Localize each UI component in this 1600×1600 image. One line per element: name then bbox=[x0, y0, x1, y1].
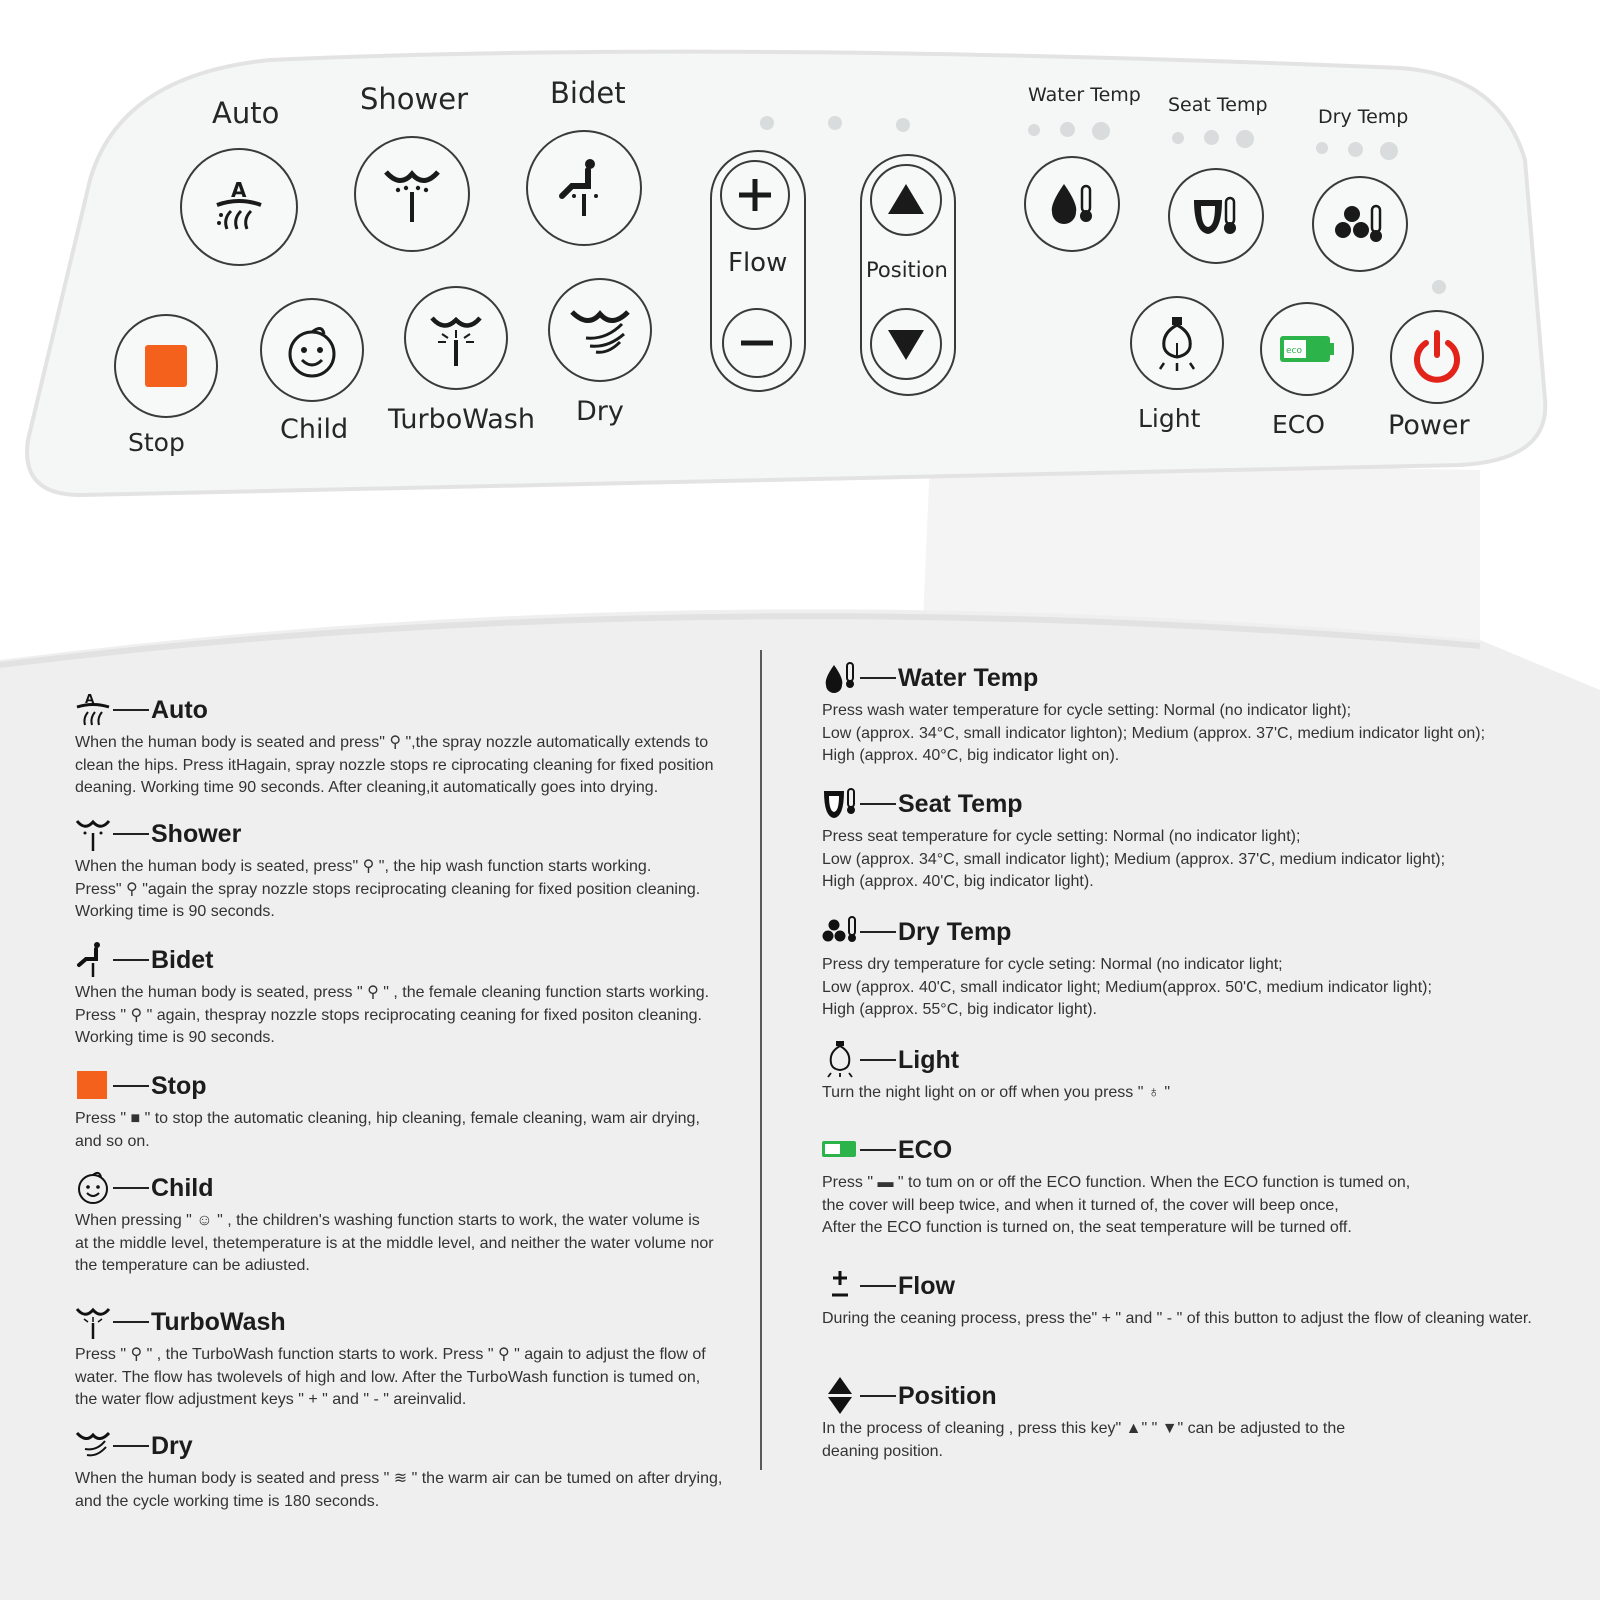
heading-dash bbox=[113, 1085, 149, 1087]
power-button[interactable] bbox=[1390, 310, 1484, 404]
dry-temp-button[interactable] bbox=[1312, 176, 1408, 272]
section-description bbox=[75, 1468, 722, 1513]
turbowash-button[interactable] bbox=[404, 286, 508, 390]
water-temp-label: Water Temp bbox=[1028, 84, 1141, 106]
manual-section-seat-temp bbox=[822, 784, 1445, 894]
section-title: Child bbox=[151, 1173, 214, 1202]
flow-icon bbox=[822, 1268, 858, 1304]
section-description bbox=[822, 1418, 1345, 1463]
bidet-icon bbox=[552, 156, 616, 220]
description-line: water. The flow has twolevels of high and low. After the TurboWash function is tumed on, bbox=[75, 1368, 701, 1386]
child-label: Child bbox=[280, 414, 349, 445]
description-line: Press wash water temperature for cycle setting: Normal (no indicator light); bbox=[822, 702, 1352, 719]
seat-temp-indicator-small bbox=[1172, 132, 1184, 144]
heading-dash bbox=[113, 833, 149, 835]
section-heading bbox=[822, 658, 1485, 698]
section-description bbox=[75, 1108, 700, 1153]
manual-section-light bbox=[822, 1040, 1170, 1105]
child-icon bbox=[282, 320, 342, 380]
description-line: the temperature can be adiusted. bbox=[75, 1257, 310, 1274]
description-line: When the human body is seated, press" ⚲ ", the hip wash function starts working. bbox=[75, 858, 652, 875]
light-icon bbox=[1152, 313, 1202, 373]
plus-icon bbox=[735, 175, 775, 215]
description-line: When the human body is seated and press" ⚲ ",the spray nozzle automatically extends to bbox=[75, 734, 709, 751]
dry-temp-indicator-medium bbox=[1348, 142, 1363, 157]
heading-dash bbox=[113, 959, 149, 961]
seat-temp-icon bbox=[1188, 188, 1244, 244]
stop-icon bbox=[75, 1068, 111, 1104]
light-label: Light bbox=[1138, 404, 1201, 433]
section-description bbox=[75, 1344, 706, 1412]
heading-dash bbox=[860, 1285, 896, 1287]
description-line: Working time is 90 seconds. bbox=[75, 1029, 275, 1046]
section-title: ECO bbox=[898, 1135, 953, 1164]
section-title: Flow bbox=[898, 1271, 955, 1300]
light-button[interactable] bbox=[1130, 296, 1224, 390]
section-title: Light bbox=[898, 1045, 960, 1074]
section-title: Stop bbox=[151, 1071, 207, 1100]
control-panel bbox=[20, 40, 1580, 510]
section-description bbox=[822, 826, 1445, 894]
dry-temp-indicator-big bbox=[1380, 142, 1398, 160]
description-line: deaning position. bbox=[822, 1442, 943, 1460]
section-heading bbox=[822, 1266, 1532, 1306]
manual-section-auto bbox=[75, 690, 714, 800]
auto-icon bbox=[207, 175, 271, 239]
section-description bbox=[75, 982, 709, 1050]
section-heading bbox=[75, 814, 700, 854]
section-heading bbox=[822, 1376, 1345, 1416]
description-line: When the human body is seated, press " ⚲ " , the female cleaning function starts working. bbox=[75, 984, 710, 1001]
child-icon bbox=[75, 1170, 111, 1206]
description-line: During the ceaning process, press the" + " and " - " of this button to adjust the flow of cleaning water. bbox=[822, 1310, 1532, 1327]
description-line: Low (approx. 34°C, small indicator lighton); Medium (approx. 37'C, medium indicator light on); bbox=[822, 724, 1486, 742]
stop-button[interactable] bbox=[114, 314, 218, 418]
heading-dash bbox=[113, 1445, 149, 1447]
light-icon bbox=[822, 1042, 858, 1078]
description-line: Low (approx. 34°C, small indicator light); Medium (approx. 37'C, medium indicator light); bbox=[822, 850, 1446, 868]
manual-section-dry-temp bbox=[822, 912, 1432, 1022]
heading-dash bbox=[860, 803, 896, 805]
heading-dash bbox=[860, 931, 896, 933]
description-line: the water flow adjustment keys " + " and " - " areinvalid. bbox=[75, 1391, 467, 1408]
section-title: TurboWash bbox=[151, 1307, 286, 1336]
manual-section-child bbox=[75, 1168, 714, 1278]
auto-icon bbox=[75, 692, 111, 728]
section-title: Position bbox=[898, 1381, 997, 1410]
section-heading bbox=[75, 1302, 706, 1342]
minus-icon bbox=[737, 323, 777, 363]
section-heading bbox=[75, 1426, 722, 1466]
description-line: After the ECO function is turned on, the seat temperature will be turned off. bbox=[822, 1219, 1352, 1236]
svg-text:eco: eco bbox=[1286, 346, 1302, 356]
description-line: Low (approx. 40'C, small indicator light; Medium(approx. 50'C, medium indicator light); bbox=[822, 978, 1432, 996]
seat-temp-indicator-big bbox=[1236, 130, 1254, 148]
description-line: and the cycle working time is 180 seconds. bbox=[75, 1492, 380, 1510]
section-description bbox=[75, 1210, 714, 1278]
manual-section-water-temp bbox=[822, 658, 1485, 768]
description-line: When the human body is seated and press " ≋ " the warm air can be tumed on after drying, bbox=[75, 1470, 723, 1487]
description-line: at the middle level, thetemperature is at the middle level, and neither the water volume nor bbox=[75, 1234, 714, 1252]
description-line: High (approx. 55°C, big indicator light). bbox=[822, 1001, 1097, 1018]
section-title: Seat Temp bbox=[898, 789, 1023, 818]
dry-icon bbox=[75, 1428, 111, 1464]
position-icon bbox=[822, 1378, 858, 1414]
section-description bbox=[822, 954, 1432, 1022]
position-label: Position bbox=[866, 258, 948, 282]
eco-button[interactable] bbox=[1260, 302, 1354, 396]
dry-label: Dry bbox=[576, 396, 624, 427]
eco-icon bbox=[822, 1132, 858, 1168]
section-heading bbox=[75, 1066, 700, 1106]
water-temp-icon bbox=[822, 660, 858, 696]
position-down-button[interactable] bbox=[870, 308, 942, 380]
seat-temp-icon bbox=[822, 786, 858, 822]
water-temp-button[interactable] bbox=[1024, 156, 1120, 252]
eco-label: ECO bbox=[1272, 410, 1325, 439]
water-temp-indicator-big bbox=[1092, 122, 1110, 140]
turbowash-label: TurboWash bbox=[388, 404, 535, 435]
heading-dash bbox=[860, 1395, 896, 1397]
section-description bbox=[75, 732, 714, 800]
section-title: Dry bbox=[151, 1431, 193, 1460]
manual-section-flow bbox=[822, 1266, 1532, 1331]
seat-temp-label: Seat Temp bbox=[1168, 94, 1268, 116]
power-icon bbox=[1409, 329, 1465, 385]
shower-label: Shower bbox=[360, 82, 469, 116]
bidet-icon bbox=[75, 942, 111, 978]
power-label: Power bbox=[1388, 410, 1470, 441]
indicator-dot bbox=[828, 116, 842, 130]
heading-dash bbox=[860, 1059, 896, 1061]
heading-dash bbox=[860, 677, 896, 679]
dry-temp-icon bbox=[822, 914, 858, 950]
indicator-dot bbox=[1432, 280, 1446, 294]
eco-icon bbox=[1279, 334, 1335, 364]
indicator-dot bbox=[760, 116, 774, 130]
auto-button[interactable] bbox=[180, 148, 298, 266]
shower-icon bbox=[75, 816, 111, 852]
description-line: Press " ■ " to stop the automatic cleaning, hip cleaning, female cleaning, wam air drying, bbox=[75, 1110, 700, 1127]
description-line: clean the hips. Press itHagain, spray nozzle stops re ciprocating cleaning for fixed position bbox=[75, 756, 714, 774]
manual-section-eco bbox=[822, 1130, 1410, 1240]
manual-section-position bbox=[822, 1376, 1345, 1463]
manual-section-turbowash bbox=[75, 1302, 706, 1412]
bidet-button[interactable] bbox=[526, 130, 642, 246]
section-heading bbox=[75, 1168, 714, 1208]
heading-dash bbox=[113, 709, 149, 711]
stop-icon bbox=[144, 344, 188, 388]
section-heading bbox=[822, 784, 1445, 824]
section-description bbox=[822, 1082, 1170, 1105]
water-temp-indicator-small bbox=[1028, 124, 1040, 136]
section-description bbox=[822, 1308, 1532, 1331]
section-title: Shower bbox=[151, 819, 242, 848]
description-line: Press " ▬ " to tum on or off the ECO function. When the ECO function is tumed on, bbox=[822, 1174, 1411, 1191]
flow-label: Flow bbox=[728, 248, 788, 278]
water-temp-icon bbox=[1044, 176, 1100, 232]
stop-label: Stop bbox=[128, 428, 185, 457]
triangle-down-icon bbox=[886, 324, 926, 364]
water-temp-indicator-medium bbox=[1060, 122, 1075, 137]
dry-temp-label: Dry Temp bbox=[1318, 106, 1409, 128]
dry-button[interactable] bbox=[548, 278, 652, 382]
description-line: Working time is 90 seconds. bbox=[75, 903, 275, 920]
child-button[interactable] bbox=[260, 298, 364, 402]
column-divider bbox=[760, 650, 762, 1470]
section-heading bbox=[822, 912, 1432, 952]
seat-temp-indicator-medium bbox=[1204, 130, 1219, 145]
heading-dash bbox=[113, 1321, 149, 1323]
description-line: High (approx. 40'C, big indicator light). bbox=[822, 873, 1094, 890]
dry-icon bbox=[568, 300, 632, 360]
turbowash-icon bbox=[426, 308, 486, 368]
section-description bbox=[822, 700, 1485, 768]
turbowash-icon bbox=[75, 1304, 111, 1340]
section-title: Dry Temp bbox=[898, 917, 1012, 946]
shower-icon bbox=[380, 162, 444, 226]
dry-temp-icon bbox=[1332, 196, 1388, 252]
heading-dash bbox=[113, 1187, 149, 1189]
description-line: Press " ⚲ " again, thespray nozzle stops reciprocating ceaning for fixed positon cleaning. bbox=[75, 1006, 702, 1024]
section-heading bbox=[822, 1040, 1170, 1080]
description-line: Turn the night light on or off when you press " ♁ " bbox=[822, 1084, 1170, 1101]
section-title: Bidet bbox=[151, 945, 214, 974]
manual-section-dry bbox=[75, 1426, 722, 1513]
indicator-dot bbox=[896, 118, 910, 132]
section-heading bbox=[75, 940, 709, 980]
flow-plus-button[interactable] bbox=[720, 160, 790, 230]
svg-text:A: A bbox=[231, 178, 247, 202]
shower-button[interactable] bbox=[354, 136, 470, 252]
flow-minus-button[interactable] bbox=[722, 308, 792, 378]
section-description bbox=[822, 1172, 1410, 1240]
section-description bbox=[75, 856, 700, 924]
description-line: and so on. bbox=[75, 1132, 150, 1150]
heading-dash bbox=[860, 1149, 896, 1151]
manual-section-bidet bbox=[75, 940, 709, 1050]
description-line: deaning. Working time 90 seconds. After cleaning,it automatically goes into drying. bbox=[75, 779, 659, 796]
description-line: When pressing " ☺ " , the children's washing function starts to work, the water volume is bbox=[75, 1212, 700, 1229]
description-line: Press " ⚲ " , the TurboWash function starts to work. Press " ⚲ " again to adjust the flow of bbox=[75, 1346, 706, 1363]
position-up-button[interactable] bbox=[870, 164, 942, 236]
section-heading bbox=[75, 690, 714, 730]
section-title: Auto bbox=[151, 695, 208, 724]
seat-temp-button[interactable] bbox=[1168, 168, 1264, 264]
auto-label: Auto bbox=[212, 96, 280, 130]
description-line: Press" ⚲ "again the spray nozzle stops reciprocating cleaning for fixed position cleaning. bbox=[75, 880, 701, 898]
bidet-label: Bidet bbox=[550, 76, 626, 110]
description-line: In the process of cleaning , press this key" ▲" " ▼" can be adjusted to the bbox=[822, 1420, 1346, 1437]
description-line: High (approx. 40°C, big indicator light on). bbox=[822, 747, 1120, 764]
manual-section-stop bbox=[75, 1066, 700, 1153]
description-line: Press dry temperature for cycle seting: Normal (no indicator light; bbox=[822, 956, 1283, 973]
manual-section-shower bbox=[75, 814, 700, 924]
description-line: the cover will beep twice, and when it turned of, the cover will beep once, bbox=[822, 1196, 1339, 1214]
triangle-up-icon bbox=[886, 180, 926, 220]
description-line: Press seat temperature for cycle setting: Normal (no indicator light); bbox=[822, 828, 1301, 845]
dry-temp-indicator-small bbox=[1316, 142, 1328, 154]
section-title: Water Temp bbox=[898, 663, 1039, 692]
section-heading bbox=[822, 1130, 1410, 1170]
